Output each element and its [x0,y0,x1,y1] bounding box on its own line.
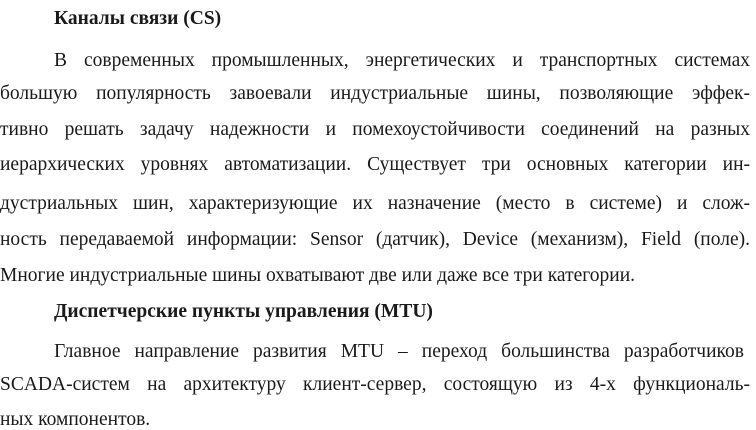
paragraph-line: дустриальных шин, характеризующие их назначение (место в системе) и слож- [0,193,750,214]
paragraph-line: большую популярность завоевали индустриальные шины, позволяющие эффек- [0,83,750,104]
paragraph-line: В современных промышленных, энергетических и транспортных системах [54,50,750,71]
paragraph-line: ных компонентов. [0,409,151,430]
paragraph-line: ность передаваемой информации: Sensor (датчик), Device (механизм), Field (поле). [0,229,750,250]
paragraph-line: SCADA-систем на архитектуру клиент-сервер, состоящую из 4-х функциональ- [0,374,750,395]
paragraph-line: Многие индустриальные шины охватывают две или даже все три категории. [0,265,636,286]
paragraph-line: тивно решать задачу надежности и помехоустойчивости соединений на разных [0,119,750,140]
section-heading-cs: Каналы связи (CS) [54,8,222,29]
section-heading-mtu: Диспетчерские пункты управления (MTU) [54,301,433,322]
paragraph-line: иерархических уровнях автоматизации. Существует три основных категории ин- [0,154,750,175]
paragraph-line: Главное направление развития MTU – переход большинства разработчиков [54,341,744,362]
